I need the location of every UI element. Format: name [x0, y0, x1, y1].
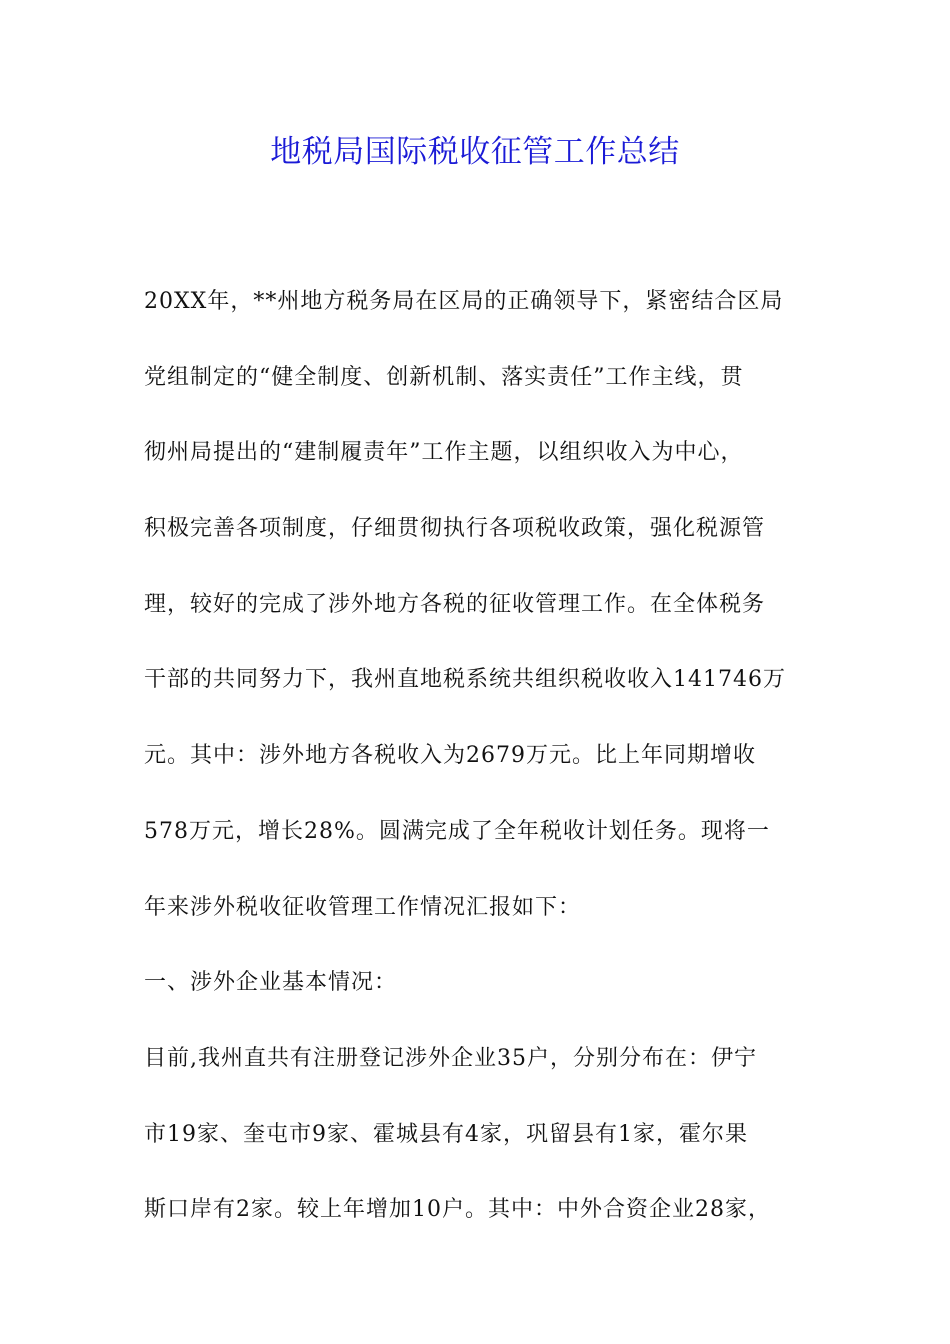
body-line: 578万元，增长28%。圆满完成了全年税收计划任务。现将一 [144, 818, 770, 844]
body-line: 年来涉外税收征收管理工作情况汇报如下： [144, 894, 582, 920]
body-line: 积极完善各项制度，仔细贯彻执行各项税收政策，强化税源管 [144, 516, 766, 542]
section-heading: 一、涉外企业基本情况： [144, 970, 398, 996]
body-line: 目前,我州直共有注册登记涉外企业35户，分别分布在：伊宁 [144, 1045, 757, 1071]
document-title: 地税局国际税收征管工作总结 [270, 134, 680, 170]
body-line: 市19家、奎屯市9家、霍城县有4家，巩留县有1家，霍尔果 [144, 1121, 748, 1147]
document-body [144, 264, 824, 1248]
body-line: 党组制定的“健全制度、创新机制、落实责任”工作主线，贯 [144, 364, 744, 390]
body-line: 斯口岸有2家。较上年增加10户。其中：中外合资企业28家， [144, 1197, 771, 1223]
body-line: 理，较好的完成了涉外地方各税的征收管理工作。在全体税务 [144, 591, 766, 617]
body-line: 干部的共同努力下，我州直地税系统共组织税收收入141746万 [144, 667, 786, 693]
body-line: 彻州局提出的“建制履责年”工作主题，以组织收入为中心， [144, 440, 744, 466]
body-line: 元。其中：涉外地方各税收入为2679万元。比上年同期增收 [144, 743, 756, 769]
body-line: 20XX年，**州地方税务局在区局的正确领导下，紧密结合区局 [144, 289, 784, 314]
